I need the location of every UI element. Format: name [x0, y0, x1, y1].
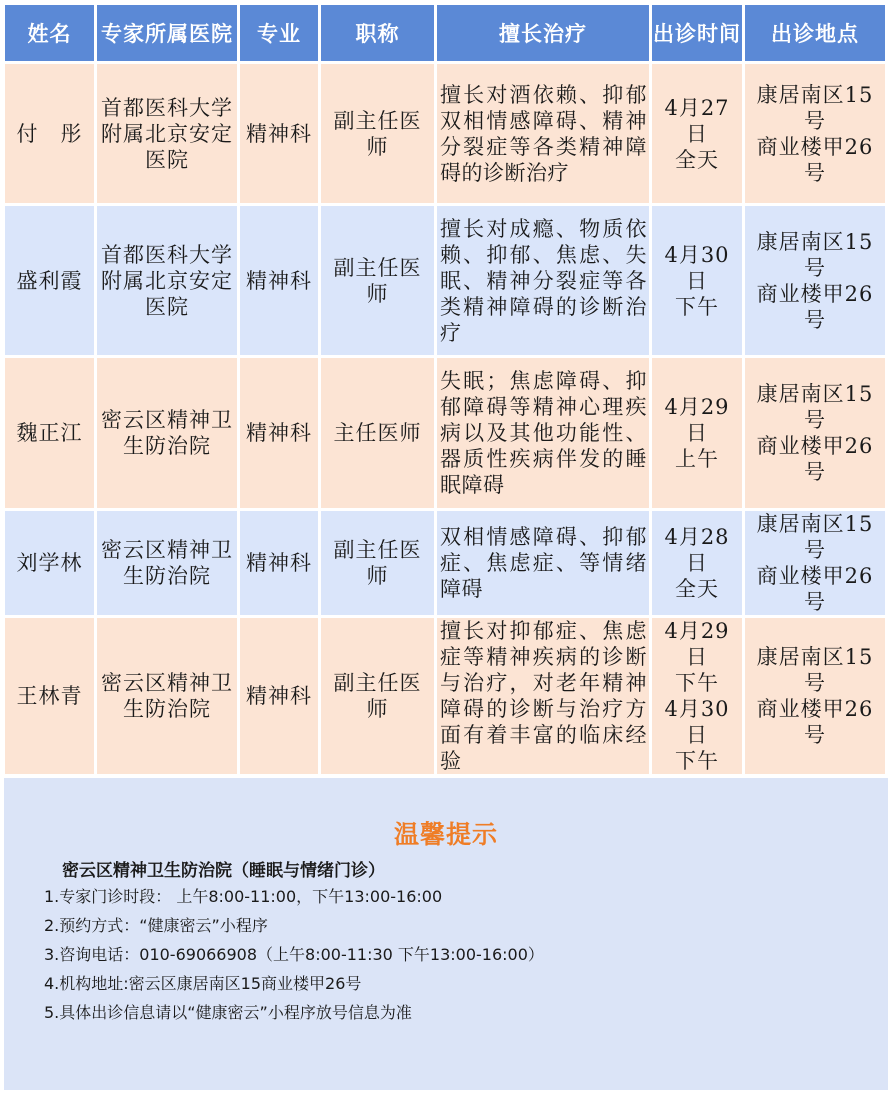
- doctor-title: 副主任医师: [321, 206, 434, 355]
- table-row: [5, 64, 885, 203]
- clinic-time: [652, 64, 742, 203]
- expert-schedule-table: [2, 2, 888, 777]
- clinic-date: 4月30日: [664, 697, 730, 747]
- doctor-name: 刘学林: [5, 511, 94, 615]
- doctor-name: 盛利霞: [5, 206, 94, 355]
- location-line: 康居南区15号: [756, 82, 874, 133]
- location-line: 商业楼甲26号: [756, 434, 874, 484]
- tips-item-address: 4.机构地址:密云区康居南区15商业楼甲26号: [44, 974, 362, 993]
- table-row: [5, 618, 885, 774]
- table-row: [5, 358, 885, 508]
- clinic-period: 全天: [675, 147, 719, 172]
- table-row: [5, 206, 885, 355]
- tips-title: 温馨提示: [393, 820, 498, 849]
- location-line: 商业楼甲26号: [756, 134, 874, 185]
- clinic-location: [745, 64, 885, 203]
- location-line: 康居南区15号: [756, 512, 874, 562]
- location-line: 商业楼甲26号: [756, 564, 874, 614]
- doctor-hospital: 密云区精神卫生防治院: [97, 511, 237, 615]
- clinic-date: 4月28日: [664, 525, 730, 575]
- clinic-time: [652, 358, 742, 508]
- doctor-hospital: 密云区精神卫生防治院: [97, 358, 237, 508]
- doctor-title: 副主任医师: [321, 618, 434, 774]
- header-hospital: 专家所属医院: [97, 5, 237, 61]
- tips-item-hours: 1.专家门诊时段： 上午8:00-11:00，下午13:00-16:00: [44, 887, 443, 906]
- clinic-period: 下午: [675, 749, 719, 773]
- doctor-title: 副主任医师: [321, 64, 434, 203]
- clinic-location: [745, 618, 885, 774]
- header-expertise: 擅长治疗: [437, 5, 649, 61]
- clinic-period: 下午: [675, 671, 719, 695]
- doctor-specialty: 精神科: [240, 618, 318, 774]
- doctor-specialty: 精神科: [240, 206, 318, 355]
- clinic-period: 下午: [675, 294, 719, 319]
- clinic-date: 4月30日: [664, 242, 730, 293]
- header-row: [5, 5, 885, 61]
- clinic-date: 4月29日: [664, 395, 730, 445]
- doctor-expertise: 失眠；焦虑障碍、抑郁障碍等精神心理疾病以及其他功能性、器质性疾病伴发的睡眠障碍: [437, 358, 649, 508]
- header-name: 姓名: [5, 5, 94, 61]
- table-row: [5, 511, 885, 615]
- tips-list: [44, 884, 544, 1029]
- doctor-hospital: 密云区精神卫生防治院: [97, 618, 237, 774]
- doctor-expertise: 双相情感障碍、抑郁症、焦虑症、等情绪障碍: [437, 511, 649, 615]
- doctor-expertise: 擅长对抑郁症、焦虑症等精神疾病的诊断与治疗，对老年精神障碍的诊断与治疗方面有着丰富的临床经验: [437, 618, 649, 774]
- clinic-date: 4月29日: [664, 619, 730, 669]
- doctor-name: 魏正江: [5, 358, 94, 508]
- tips-clinic-name: 密云区精神卫生防治院（睡眠与情绪门诊）: [62, 861, 385, 881]
- location-line: 商业楼甲26号: [756, 697, 874, 747]
- header-location: 出诊地点: [745, 5, 885, 61]
- clinic-location: [745, 511, 885, 615]
- doctor-name: 王林青: [5, 618, 94, 774]
- tips-item-note: 5.具体出诊信息请以“健康密云”小程序放号信息为准: [44, 1003, 412, 1022]
- doctor-expertise: 擅长对酒依赖、抑郁双相情感障碍、精神分裂症等各类精神障碍的诊断治疗: [437, 64, 649, 203]
- tips-item-booking: 2.预约方式：“健康密云”小程序: [44, 916, 268, 935]
- tips-item-phone: 3.咨询电话：010-69066908（上午8:00-11:30 下午13:00-16:00）: [44, 945, 544, 964]
- clinic-location: [745, 358, 885, 508]
- clinic-date: 4月27日: [664, 95, 730, 146]
- doctor-specialty: 精神科: [240, 64, 318, 203]
- doctor-title: 主任医师: [321, 358, 434, 508]
- clinic-period: 全天: [675, 577, 719, 601]
- doctor-specialty: 精神科: [240, 511, 318, 615]
- location-line: 康居南区15号: [756, 229, 874, 280]
- clinic-time: [652, 511, 742, 615]
- location-line: 康居南区15号: [756, 382, 874, 432]
- doctor-specialty: 精神科: [240, 358, 318, 508]
- header-specialty: 专业: [240, 5, 318, 61]
- doctor-name: 付 彤: [5, 64, 94, 203]
- clinic-period: 上午: [675, 447, 719, 471]
- location-line: 康居南区15号: [756, 645, 874, 695]
- doctor-hospital: 首都医科大学附属北京安定医院: [97, 64, 237, 203]
- header-time: 出诊时间: [652, 5, 742, 61]
- doctor-expertise: 擅长对成瘾、物质依赖、抑郁、焦虑、失眠、精神分裂症等各类精神障碍的诊断治疗: [437, 206, 649, 355]
- doctor-hospital: 首都医科大学附属北京安定医院: [97, 206, 237, 355]
- location-line: 商业楼甲26号: [756, 281, 874, 332]
- doctor-title: 副主任医师: [321, 511, 434, 615]
- clinic-location: [745, 206, 885, 355]
- clinic-time: [652, 618, 742, 774]
- clinic-time: [652, 206, 742, 355]
- header-title: 职称: [321, 5, 434, 61]
